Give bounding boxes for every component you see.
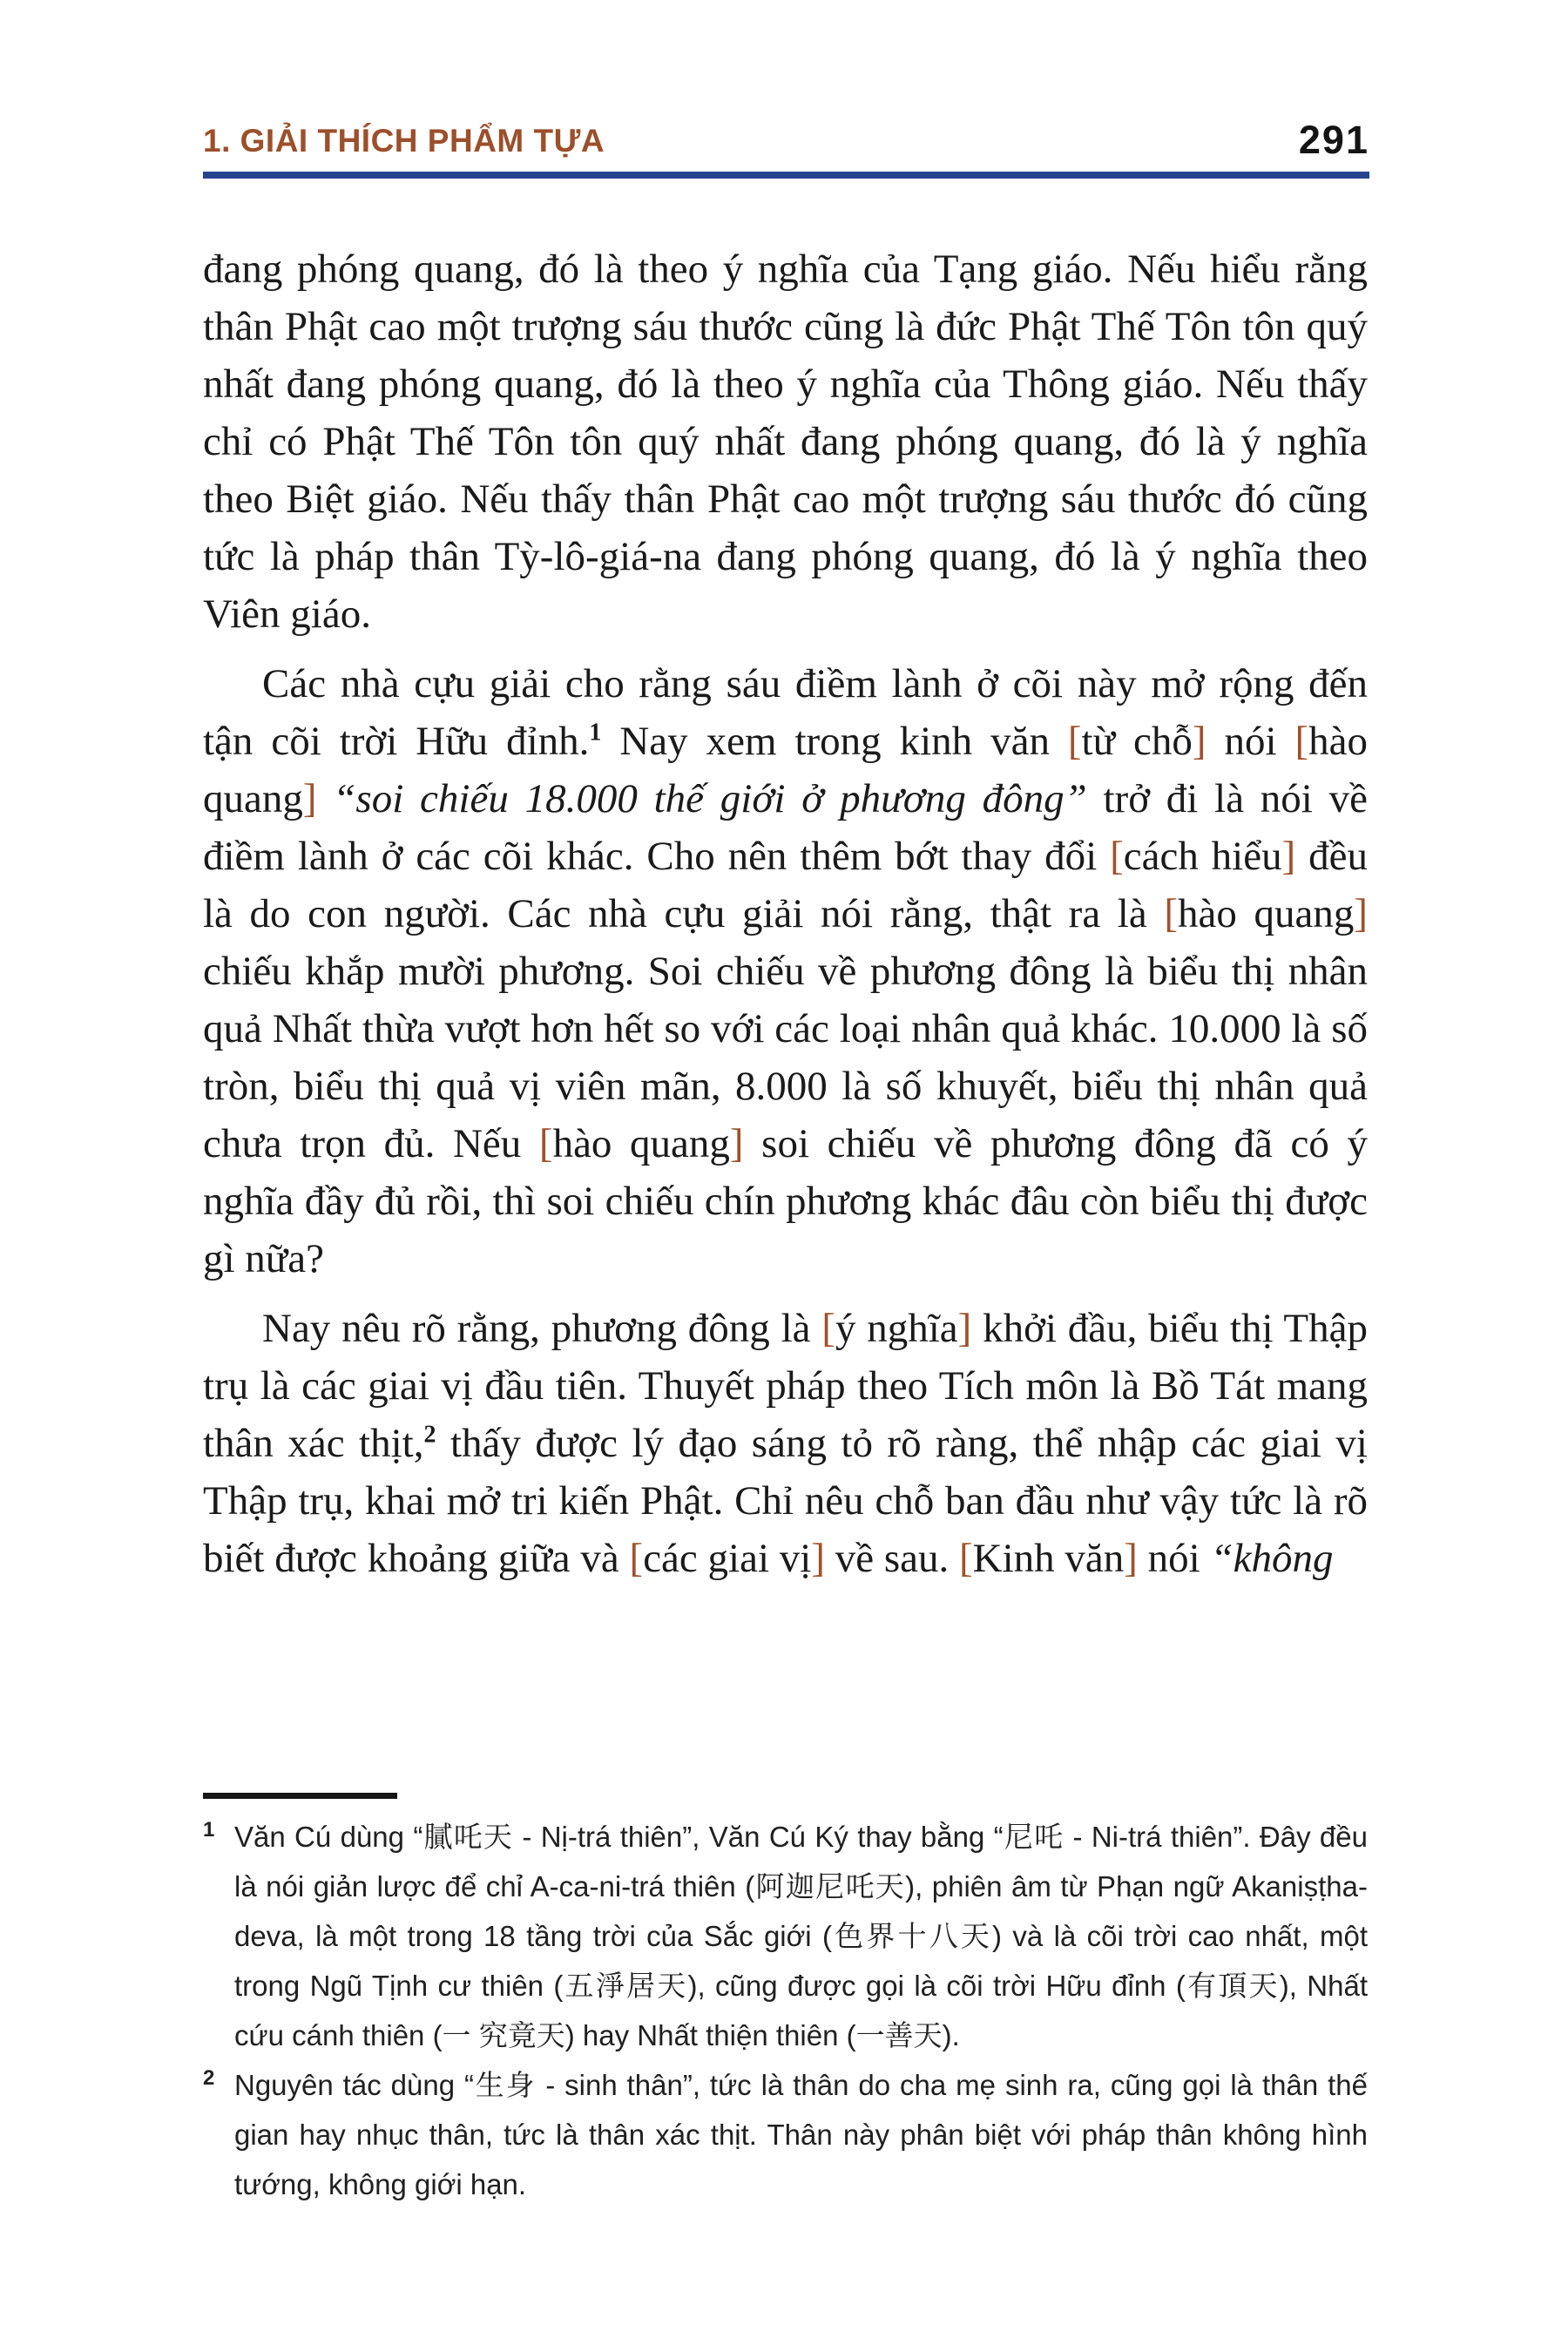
- paragraph: đang phóng quang, đó là theo ý nghĩa của Tạng giáo. Nếu hiểu rằng thân Phật cao một trượng sáu thước cũng là đức Phật Thế Tôn tôn quý nhất đang phóng quang, đó là theo ý nghĩa của Thông giáo. Nếu thấy chỉ có Phật Thế Tôn tôn quý nhất đang phóng quang, đó là ý nghĩa theo Biệt giáo. Nếu thấy thân Phật cao một trượng sáu thước đó cũng tức là pháp thân Tỳ-lô-giá-na đang phóng quang, đó là ý nghĩa theo Viên giáo.: [203, 247, 1368, 637]
- bracket-close: ]: [1192, 719, 1206, 764]
- header-divider-rule: [203, 172, 1369, 179]
- bracketed-gloss-text: hào quang: [203, 719, 1368, 821]
- bracketed-gloss: [821, 1306, 971, 1351]
- bracketed-gloss-text: hào quang: [1178, 891, 1355, 936]
- bracketed-gloss: [1110, 834, 1295, 879]
- bracket-open: [: [958, 1536, 973, 1581]
- bracket-open: [: [538, 1121, 553, 1166]
- bracket-open: [: [1164, 891, 1178, 936]
- bracket-close: ]: [1124, 1536, 1138, 1581]
- bracketed-gloss: [1068, 719, 1206, 764]
- footnote: [203, 1812, 1368, 2060]
- bracket-open: [: [1294, 719, 1309, 764]
- footnote: [203, 2060, 1368, 2209]
- bracket-open: [: [1067, 719, 1082, 764]
- bracketed-gloss-text: ý nghĩa: [835, 1306, 958, 1351]
- quoted-scripture-text: “soi chiếu 18.000 thế giới ở phương đông”: [333, 776, 1087, 821]
- bracketed-gloss: [630, 1536, 825, 1581]
- footnotes: [203, 1812, 1368, 2209]
- bracketed-gloss-text: Kinh văn: [972, 1536, 1125, 1581]
- bracketed-gloss-text: từ chỗ: [1081, 719, 1193, 764]
- bracket-close: ]: [729, 1121, 744, 1166]
- footnote-reference: 2: [423, 1421, 436, 1449]
- bracket-open: [: [1110, 834, 1124, 879]
- bracketed-gloss: [959, 1536, 1138, 1581]
- footnote-text: Nguyên tác dùng “生身 - sinh thân”, tức là thân do cha mẹ sinh ra, cũng gọi là thân thế gian hay nhục thân, tức là thân xác thịt. Thân này phân biệt với pháp thân không hình tướng, không giới hạn.: [234, 2069, 1368, 2200]
- bracketed-gloss-text: hào quang: [552, 1121, 730, 1166]
- bracket-close: ]: [1281, 834, 1296, 879]
- bracketed-gloss: [539, 1121, 744, 1166]
- body-text: [203, 240, 1368, 1587]
- page-number: 291: [1298, 118, 1369, 162]
- quoted-scripture-text: “không: [1210, 1536, 1334, 1581]
- bracket-close: ]: [957, 1306, 972, 1351]
- paragraph: Nay nêu rõ rằng, phương đông là [ý nghĩa] khởi đầu, biểu thị Thập trụ là các giai vị đầu tiên. Thuyết pháp theo Tích môn là Bồ Tát mang thân xác thịt,$^2$ thấy được lý đạo sáng tỏ rõ ràng, thể nhập các giai vị Thập trụ, khai mở tri kiến Phật. Chỉ nêu chỗ ban đầu như vậy tức là rõ biết được khoảng giữa và [các giai vị] về sau. [Kinh văn] nói “không: [203, 1306, 1368, 1581]
- bracket-open: [: [821, 1306, 835, 1351]
- bracketed-gloss-text: các giai vị: [643, 1536, 812, 1581]
- footnote-separator-rule: [203, 1793, 397, 1799]
- footnote-text: Văn Cú dùng “膩吒天 - Nị-trá thiên”, Văn Cú Ký thay bằng “尼吒 - Ni-trá thiên”. Đây đều là nói giản lược để chỉ A-ca-ni-trá thiên (阿迦尼吒天), phiên âm từ Phạn ngữ Akaniṣṭha-deva, là một trong 18 tầng trời của Sắc giới (色界十八天) và là cõi trời cao nhất, một trong Ngũ Tịnh cư thiên (五淨居天), cũng được gọi là cõi trời Hữu đỉnh (有頂天), Nhất cứu cánh thiên (一 究竟天) hay Nhất thiện thiên (一善天).: [234, 1821, 1368, 2051]
- bracket-open: [: [629, 1536, 644, 1581]
- chapter-header-title: 1. GIẢI THÍCH PHẨM TỰA: [203, 123, 605, 159]
- footnote-reference: 1: [589, 719, 602, 747]
- paragraph: Các nhà cựu giải cho rằng sáu điềm lành ở cõi này mở rộng đến tận cõi trời Hữu đỉnh.$^1$ Nay xem trong kinh văn [từ chỗ] nói [hào quang] “soi chiếu 18.000 thế giới ở phương đông” trở đi là nói về điềm lành ở các cõi khác. Cho nên thêm bớt thay đổi [cách hiểu] đều là do con người. Các nhà cựu giải nói rằng, thật ra là [hào quang] chiếu khắp mười phương. Soi chiếu về phương đông là biểu thị nhân quả Nhất thừa vượt hơn hết so với các loại nhân quả khác. 10.000 là số tròn, biểu thị quả vị viên mãn, 8.000 là số khuyết, biểu thị nhân quả chưa trọn đủ. Nếu [hào quang] soi chiếu về phương đông đã có ý nghĩa đầy đủ rồi, thì soi chiếu chín phương khác đâu còn biểu thị được gì nữa?: [203, 661, 1368, 1281]
- bracketed-gloss-text: cách hiểu: [1123, 834, 1282, 879]
- footnote-marker: 2: [203, 2066, 215, 2090]
- running-header: [203, 118, 1369, 162]
- bracket-close: ]: [302, 776, 317, 821]
- footnote-marker: 1: [203, 1818, 215, 1842]
- bracketed-gloss: [1164, 891, 1368, 936]
- bracket-close: ]: [1354, 891, 1368, 936]
- bracket-close: ]: [811, 1536, 825, 1581]
